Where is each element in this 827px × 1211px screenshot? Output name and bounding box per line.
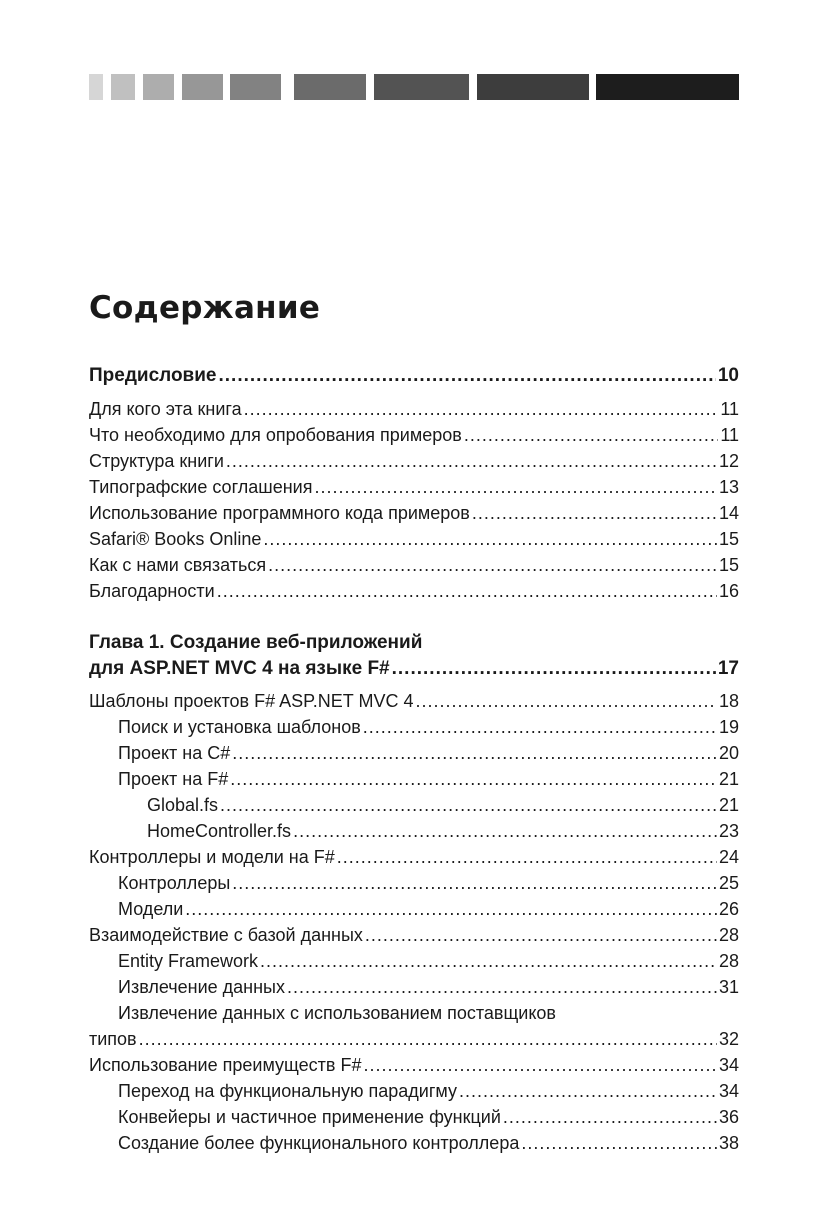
toc-entry-title: Контроллеры <box>118 873 231 893</box>
toc-entry-page: 38 <box>718 1133 739 1153</box>
toc-entry-title: Конвейеры и частичное применение функций <box>118 1107 501 1127</box>
toc-entry-title: Типографские соглашения <box>89 477 313 497</box>
toc-entry[interactable] <box>89 448 739 474</box>
toc-entry-title: Создание более функционального контроллера <box>118 1133 520 1153</box>
toc-entry-page: 23 <box>718 821 739 841</box>
toc-entry-page: 17 <box>717 658 739 679</box>
leader-dots <box>268 552 717 578</box>
toc-entry-title: Global.fs <box>147 795 219 815</box>
leader-dots <box>185 896 717 922</box>
leader-dots <box>230 766 717 792</box>
toc-entry-title: HomeController.fs <box>147 821 292 841</box>
toc-entry[interactable] <box>89 1130 739 1156</box>
toc-entry-title: типов <box>89 1029 137 1049</box>
toc-entry[interactable] <box>89 1026 739 1052</box>
leader-dots <box>472 500 717 526</box>
header-gradient-bar <box>89 74 739 100</box>
toc-entry-page: 34 <box>718 1081 739 1101</box>
toc-entry-title: Предисловие <box>89 365 217 386</box>
leader-dots <box>337 844 717 870</box>
leader-dots <box>263 526 717 552</box>
toc-entry-title: Контроллеры и модели на F# <box>89 847 335 867</box>
toc-entry-title: Извлечение данных <box>118 977 285 997</box>
toc-entry-title: Использование программного кода примеров <box>89 503 470 523</box>
leader-dots <box>365 922 717 948</box>
toc-entry-page: 34 <box>718 1055 739 1075</box>
toc-entry[interactable] <box>89 552 739 578</box>
toc-entry[interactable] <box>89 948 739 974</box>
bar-segment <box>477 74 589 100</box>
toc-entry-page: 15 <box>718 555 739 575</box>
toc-entry-title: Шаблоны проектов F# ASP.NET MVC 4 <box>89 691 414 711</box>
toc-entry-title: Взаимодействие с базой данных <box>89 925 363 945</box>
bar-segment <box>89 74 103 100</box>
leader-dots <box>392 656 716 682</box>
toc-entry-page: 36 <box>718 1107 739 1127</box>
toc-entry-page: 21 <box>718 769 739 789</box>
toc-entry-title: Модели <box>118 899 184 919</box>
toc-entry-page: 28 <box>718 951 739 971</box>
toc-entry[interactable] <box>89 792 739 818</box>
toc-entry[interactable] <box>89 740 739 766</box>
bar-segment <box>294 74 366 100</box>
toc-entry-title: Использование преимуществ F# <box>89 1055 362 1075</box>
toc-entry[interactable] <box>89 844 739 870</box>
toc-entry-page: 14 <box>718 503 739 523</box>
bar-segment <box>143 74 174 100</box>
toc-entry[interactable] <box>89 1078 739 1104</box>
toc-entry-page: 19 <box>718 717 739 737</box>
toc-entry-title: Что необходимо для опробования примеров <box>89 425 462 445</box>
toc-entry-page: 10 <box>717 365 739 386</box>
toc-entry-page: 32 <box>718 1029 739 1049</box>
bar-segment <box>596 74 739 100</box>
toc-entry-chapter-1[interactable] <box>89 656 739 682</box>
leader-dots <box>314 474 717 500</box>
leader-dots <box>260 948 717 974</box>
leader-dots <box>139 1026 717 1052</box>
leader-dots <box>232 740 717 766</box>
toc-entry[interactable] <box>89 578 739 604</box>
leader-dots <box>363 714 717 740</box>
toc-entry-title: Проект на F# <box>118 769 229 789</box>
toc-entry[interactable] <box>89 766 739 792</box>
leader-dots <box>459 1078 717 1104</box>
toc-entry-title: Благодарности <box>89 581 215 601</box>
toc-entry-page: 18 <box>718 691 739 711</box>
toc-entry-page: 11 <box>720 425 739 445</box>
toc-entry-page: 12 <box>718 451 739 471</box>
leader-dots <box>415 688 716 714</box>
leader-dots <box>244 396 719 422</box>
bar-segment <box>182 74 223 100</box>
toc-entry[interactable] <box>89 526 739 552</box>
toc-entry-title: Для кого эта книга <box>89 399 242 419</box>
toc-entry-title: Поиск и установка шаблонов <box>118 717 361 737</box>
bar-segment <box>374 74 469 100</box>
toc-entry-page: 25 <box>718 873 739 893</box>
leader-dots <box>521 1130 717 1156</box>
toc-entry-title: Entity Framework <box>118 951 259 971</box>
toc-entry-title: Как с нами связаться <box>89 555 267 575</box>
toc-entry[interactable] <box>89 1052 739 1078</box>
toc-entry[interactable] <box>89 818 739 844</box>
toc-entry[interactable] <box>89 396 739 422</box>
toc-entry-title-line[interactable]: Извлечение данных с использованием поставщиков <box>118 1003 556 1023</box>
bar-segment <box>230 74 281 100</box>
toc-entry[interactable] <box>89 422 739 448</box>
toc-entry-title: Структура книги <box>89 451 224 471</box>
toc-entry-page: 13 <box>718 477 739 497</box>
toc-entry-title: Safari® Books Online <box>89 529 262 549</box>
leader-dots <box>363 1052 717 1078</box>
toc-entry-page: 24 <box>718 847 739 867</box>
toc-entry[interactable] <box>89 922 739 948</box>
leader-dots <box>219 362 716 390</box>
toc-entry-title: Переход на функциональную парадигму <box>118 1081 457 1101</box>
leader-dots <box>217 578 717 604</box>
toc-entry-page: 20 <box>718 743 739 763</box>
bar-segment <box>111 74 135 100</box>
leader-dots <box>293 818 717 844</box>
toc-entry-page: 21 <box>718 795 739 815</box>
leader-dots <box>503 1104 717 1130</box>
leader-dots <box>287 974 717 1000</box>
toc-entry[interactable] <box>89 870 739 896</box>
toc-entry-page: 16 <box>718 581 739 601</box>
toc-entry[interactable] <box>89 974 739 1000</box>
toc-entry[interactable] <box>89 500 739 526</box>
toc-entry[interactable] <box>89 896 739 922</box>
toc-entry[interactable] <box>89 714 739 740</box>
toc-entry-title: для ASP.NET MVC 4 на языке F# <box>89 658 390 679</box>
toc-entry-page: 15 <box>718 529 739 549</box>
table-of-contents <box>89 362 739 1156</box>
toc-entry-page: 31 <box>718 977 739 997</box>
page-title: Содержание <box>89 290 321 326</box>
toc-entry-title: Проект на C# <box>118 743 231 763</box>
toc-entry-page: 28 <box>718 925 739 945</box>
chapter-heading: Глава 1. Создание веб-приложений <box>89 632 423 653</box>
toc-entry[interactable] <box>89 474 739 500</box>
leader-dots <box>226 448 717 474</box>
toc-entry-page: 11 <box>720 399 739 419</box>
leader-dots <box>464 422 718 448</box>
toc-entry-preface[interactable] <box>89 362 739 390</box>
toc-entry-page: 26 <box>718 899 739 919</box>
leader-dots <box>232 870 717 896</box>
toc-entry[interactable] <box>89 688 739 714</box>
leader-dots <box>220 792 717 818</box>
toc-entry[interactable] <box>89 1104 739 1130</box>
